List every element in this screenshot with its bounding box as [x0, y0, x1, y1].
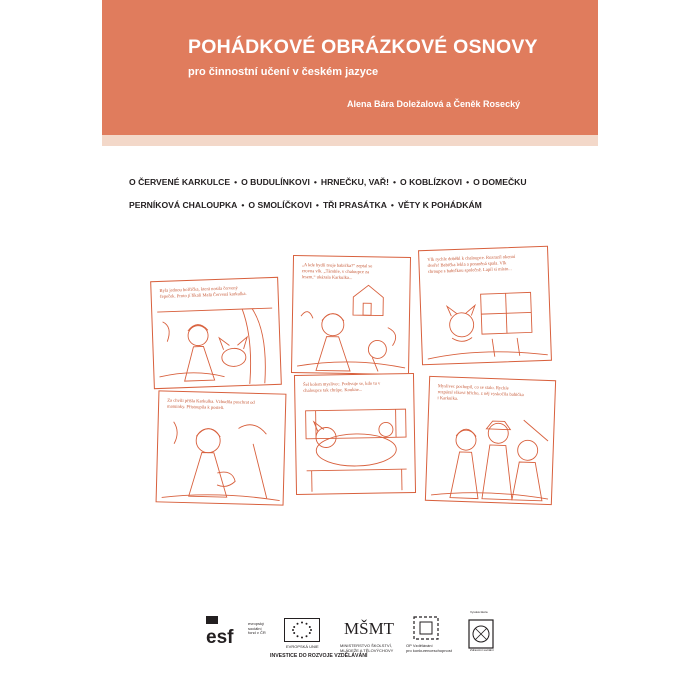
eu-flag-icon: [284, 618, 320, 642]
illustration-caption: Šel kolem myslivec. Podivuje se, kdo tu v chaloupce tak chrápe. Koukne...: [303, 380, 381, 393]
msmt-logo: [344, 612, 395, 647]
illustration-caption: Vlk rychle doběhl k chaloupce. Rozrazil okenní dveře! Babička lekla a poraněná spala. Vlk chroupe s babičkou společně. Lapil si místo...: [427, 253, 516, 274]
illustration-caption: Byla jednou holčička, která nosila červený čepeček. Proto jí říkali Malá Červená karkulka.: [159, 285, 247, 299]
school-text: [470, 649, 494, 653]
school-text-line: Zdravotní sociální: [470, 648, 494, 652]
esf-wordmark: esf: [206, 627, 234, 648]
esf-text: [248, 622, 266, 636]
school-seal-icon: [468, 612, 494, 652]
separator-dot: •: [390, 200, 394, 210]
separator-dot: •: [241, 200, 245, 210]
contents-item: O DOMEČKU: [473, 177, 527, 187]
separator-dot: •: [392, 177, 396, 187]
book-authors: Alena Bára Doležalová a Čeněk Rosecký: [347, 99, 521, 109]
separator-dot: •: [313, 177, 317, 187]
contents-item: O BUDULÍNKOVI: [241, 177, 310, 187]
illustration-caption: „A kde bydlí tvoje babička?“ zeptal se zrovna vlk. „Támhle, v chaloupce za lesem,“ ukázala Karkulka...: [301, 262, 373, 281]
contents-item: O KOBLÍZKOVI: [400, 177, 463, 187]
illustration-panel-5: [294, 373, 416, 495]
illustration-caption: Myslivec pochopil, co se stalo. Rychle rozpáral vlkovi břicho, z něj vyskočila babička i Karkulka.: [437, 383, 524, 401]
esf-text-line: sociální: [248, 625, 262, 631]
esf-text-line: evropský: [248, 621, 265, 626]
separator-dot: •: [315, 200, 319, 210]
contents-item: HRNEČKU, VAŘ!: [320, 177, 389, 187]
book-cover: [102, 0, 598, 700]
illustration-panel-6: [425, 376, 556, 505]
contents-line-1: [129, 177, 589, 187]
contents-item: O ČERVENÉ KARKULCE: [129, 177, 231, 187]
illustration-panel-2: [291, 255, 411, 375]
esf-logo: [206, 616, 246, 651]
header-banner: [102, 0, 598, 135]
eu-text: EVROPSKÁ UNIE: [286, 644, 319, 649]
contents-item: O SMOLÍČKOVI: [248, 200, 312, 210]
illustration-caption: Za chvíli přišla Karkulka. Vzbudila poschrat od maminky. Přistoupila k posteli.: [167, 397, 255, 411]
msmt-text-line: MINISTERSTVO ŠKOLSTVÍ,: [340, 643, 392, 648]
school-text: [470, 611, 488, 615]
illustration-panel-4: [156, 390, 287, 505]
contents-item: TŘI PRASÁTKA: [322, 200, 387, 210]
op-vk-logo-mark: [411, 614, 441, 642]
msmt-logo-mark: [344, 612, 395, 642]
esf-logo-mark: [206, 616, 246, 646]
op-vk-text-line: OP Vzdělávání: [406, 643, 433, 648]
school-text-line: Vysoká škola: [470, 610, 488, 614]
contents-item: PERNÍKOVÁ CHALOUPKA: [129, 200, 238, 210]
msmt-text: [340, 644, 393, 653]
book-subtitle: pro činnostní učení v českém jazyce: [188, 66, 379, 78]
book-title: POHÁDKOVÉ OBRÁZKOVÉ OSNOVY: [188, 36, 538, 58]
contents-item: VĚTY K POHÁDKÁM: [397, 200, 482, 210]
esf-text-line: fond v ČR: [248, 630, 266, 636]
header-strip: [102, 135, 598, 146]
illustration-panel-1: [150, 277, 282, 389]
eu-flag-logo: [284, 618, 320, 647]
separator-dot: •: [234, 177, 238, 187]
illustration-panel-3: [418, 246, 552, 365]
msmt-text-line: MLÁDEŽE A TĚLOVÝCHOVY: [340, 647, 394, 653]
op-vk-text: [406, 644, 452, 653]
op-vk-text-line: pro konkurenceschopnost: [406, 647, 452, 653]
msmt-wordmark: MŠMT: [344, 619, 395, 638]
contents-line-2: [129, 200, 589, 210]
separator-dot: •: [466, 177, 470, 187]
investice-tagline: INVESTICE DO ROZVOJE VZDĚLÁVÁNÍ: [270, 653, 368, 659]
